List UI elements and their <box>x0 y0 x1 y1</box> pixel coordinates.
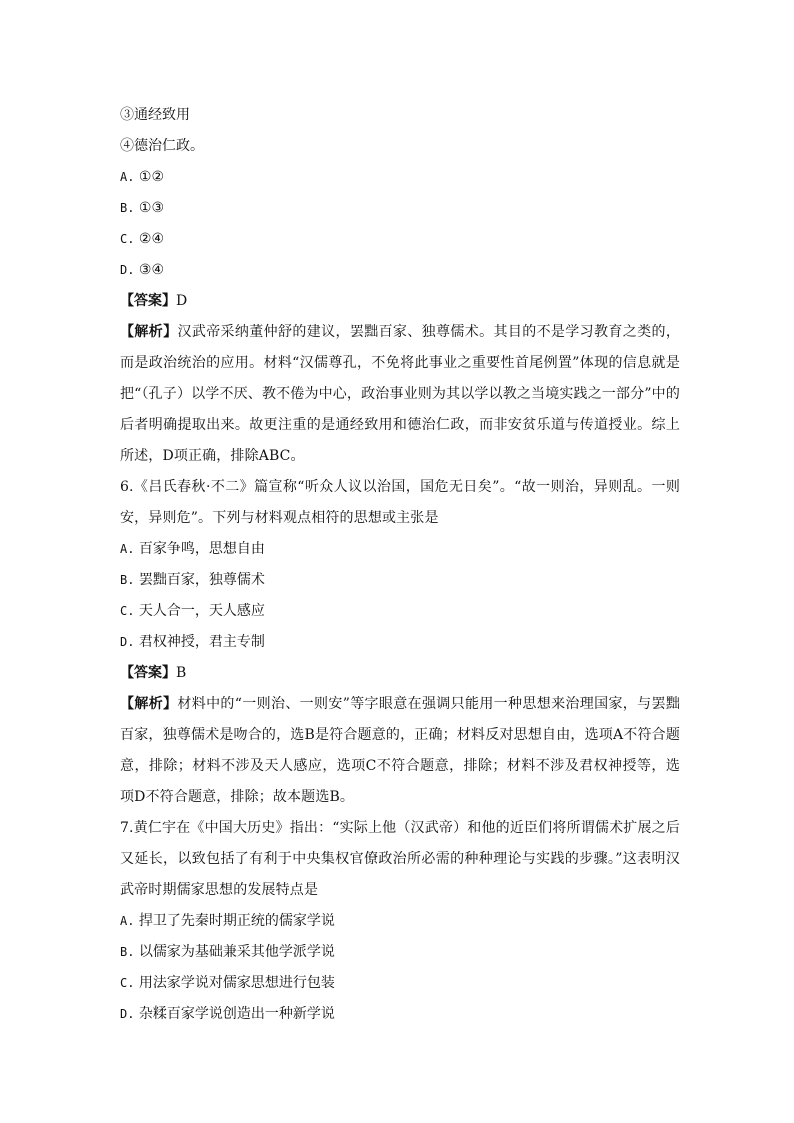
option-letter: A. <box>120 542 135 556</box>
option-text: ①③ <box>138 200 165 216</box>
q7-option-c <box>120 968 680 999</box>
option-text: ③④ <box>138 262 165 278</box>
q7-stem: 7.黄仁宇在《中国大历史》指出：“实际上他（汉武帝）和他的近臣们将所谓儒术扩展之后又延长，以致包括了有利于中央集权官僚政治所必需的种种理论与实践的步骤。”这表明汉武帝时期儒家思想的发展特点是 <box>120 820 680 898</box>
q6-option-a <box>120 534 680 565</box>
option-letter: B. <box>120 201 135 215</box>
option-text: ②④ <box>138 231 165 247</box>
option-text: 用法家学说对儒家思想进行包装 <box>138 975 335 991</box>
option-letter: B. <box>120 573 135 587</box>
option-letter: D. <box>120 263 135 277</box>
answer-value: D <box>176 293 188 309</box>
q6-stem: 6.《吕氏春秋·不二》篇宣称“听众人议以治国，国危无日矣”。“故一则治，异则乱。一则安，异则危”。下列与材料观点相符的思想或主张是 <box>120 479 680 526</box>
q7-option-b <box>120 937 680 968</box>
option-text: ①② <box>138 169 165 185</box>
analysis-tag: 【解析】 <box>120 324 178 340</box>
analysis-text: 材料中的“一则治、一则安”等字眼意在强调只能用一种思想来治理国家，与罢黜百家，独尊儒术是吻合的，选B是符合题意的，正确；材料反对思想自由，选项A不符合题意，排除；材料不涉及天人感应，选项C不符合题意，排除；材料不涉及君权神授等，选项D不符合题意，排除；故本题选B。 <box>120 696 680 805</box>
q5-item-4: ④德治仁政。 <box>120 138 204 154</box>
q5-analysis <box>120 317 680 472</box>
q6-answer <box>120 658 680 689</box>
option-letter: C. <box>120 232 135 246</box>
q6-analysis <box>120 689 680 813</box>
q5-option-d <box>120 255 680 286</box>
option-letter: D. <box>120 1007 135 1021</box>
option-text: 以儒家为基础兼采其他学派学说 <box>138 944 335 960</box>
option-text: 天人合一，天人感应 <box>138 603 265 619</box>
option-text: 捍卫了先秦时期正统的儒家学说 <box>138 913 335 929</box>
option-letter: A. <box>120 914 135 928</box>
option-letter: D. <box>120 635 135 649</box>
document-content <box>120 100 680 1030</box>
answer-tag: 【答案】 <box>120 665 176 681</box>
q5-option-b <box>120 193 680 224</box>
q7-option-d <box>120 999 680 1030</box>
option-letter: C. <box>120 604 135 618</box>
q6-option-d <box>120 627 680 658</box>
answer-tag: 【答案】 <box>120 293 176 309</box>
option-text: 杂糅百家学说创造出一种新学说 <box>138 1006 335 1022</box>
q5-item-3: ③通经致用 <box>120 107 190 123</box>
analysis-text: 汉武帝采纳董仲舒的建议，罢黜百家、独尊儒术。其目的不是学习教育之类的，而是政治统治的应用。材料“汉儒尊孔，不免将此事业之重要性首尾例置”体现的信息就是把“（孔子）以学不厌、教不倦为中心，政治事业则为其以学以教之当境实践之一部分”中的后者明确提取出来。故更注重的是通经致用和德治仁政，而非安贫乐道与传道授业。综上所述，D项正确，排除ABC。 <box>120 324 681 464</box>
q5-option-a <box>120 162 680 193</box>
q7-option-a <box>120 906 680 937</box>
q5-answer <box>120 286 680 317</box>
option-text: 罢黜百家，独尊儒术 <box>138 572 265 588</box>
analysis-tag: 【解析】 <box>120 696 178 712</box>
option-text: 百家争鸣，思想自由 <box>138 541 265 557</box>
q5-option-c <box>120 224 680 255</box>
q6-option-c <box>120 596 680 627</box>
option-letter: C. <box>120 976 135 990</box>
option-text: 君权神授，君主专制 <box>138 634 265 650</box>
answer-value: B <box>176 665 187 681</box>
option-letter: A. <box>120 170 135 184</box>
q6-option-b <box>120 565 680 596</box>
option-letter: B. <box>120 945 135 959</box>
